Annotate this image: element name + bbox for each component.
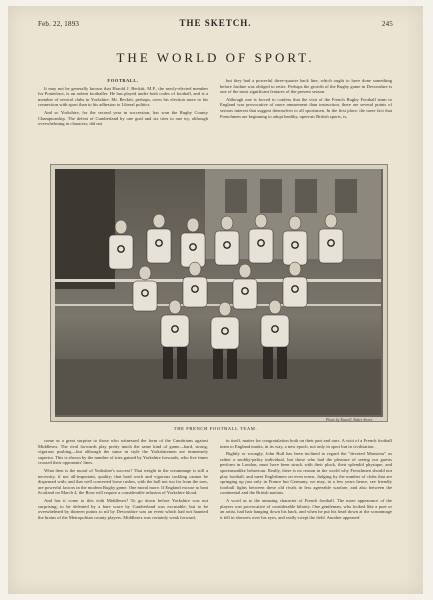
photo-caption: THE FRENCH FOOTBALL TEAM. (173, 426, 258, 431)
issue-date: Feb. 22, 1893 (38, 20, 80, 28)
paragraph: but they had a powerful three-quarter back line, which ought to have done something before Jardine was obliged to retire. Perhaps the growth of the Rugby game in Devonshire is one of the most significant features of the present season. (220, 78, 392, 95)
paragraph: A word as to the amusing character of French football. The more appearance of the players was provocative of considerable hilarity. One gentleman, who looked like a poet or an artist, had hair hanging down his back, and when he put his head down at the scrummage it fell in showers over his eyes, and really swept the field. Another appeared (220, 497, 392, 520)
team-photo-illustration (55, 169, 381, 415)
paragraph: come as a great surprise to those who witnessed the form of the Cumbrians against Middlesex. The rival forwards play pretty much the same kind of game—hard, strong, vigorous pushing—but although the same in style the Yorkshiremen are immensely superior. This is shown by the number of tries gained by Yorkshire forwards, who five times crossed their opponents' lines. (38, 438, 208, 466)
column-bottom-right (220, 438, 392, 588)
column-bottom-left (38, 438, 208, 588)
team-photograph (55, 169, 383, 417)
paragraph: What then is the moral of Yorkshire's success? That weight in the scrummage is still a necessity, if not all-important, quality; that hard work and vigorous tackling cannot be dispensed with; and that well concerted loose rushes, with the ball not too far from the toes, are powerful factors in the modern Rugby game. One moral more. If England excuse to beat Scotland on March 4, the Rose will require a considerable infusion of Yorkshire blood. (38, 467, 208, 496)
subhead-football: FOOTBALL. (107, 78, 139, 83)
running-header (38, 20, 393, 32)
column-top-left (38, 78, 208, 158)
masthead: THE SKETCH. (179, 18, 252, 28)
paragraph: And has it come to this with Middlesex? To go down before Yorkshire was not surprising; to be defeated by a bare score by Cumberland was excusable; but to be overwhelmed by thirteen points to nil by Devonshire was an event which had not haunted the brains of the Metropolitan county players. Middlesex was certainly weak forward, (38, 497, 208, 520)
paragraph: Rightly or wrongly, John Bull has been inclined to regard the "devoted Monsieur" as rather a snobby-paltry individual, but those who had the pleasure of seeing our guests perform in London, must have been struck with their pluck, their splendid physique, and sportsmanlike behaviour. Really, there is no reason in the world why Frenchmen should not play football, and meet Englishmen on even terms. Judging by the number of clubs that are springing up just only in France but Germany, we may, in a few years hence, see friendly football fights between these old rivals in less agreeable warfare, and also between the continental and the British nations. (220, 451, 392, 496)
paragraph: It may not be generally known that Harold J. Beckitt, M.P., the newly-elected member for Pontefract, is an ardent footballer. He has played under both codes of football, and is a member of several clubs in Yorkshire. Mr. Beckitt, perhaps, owes his election more to his connection with sport than to his adhesion to Liberal politics. (38, 85, 208, 108)
photo-credit: Photo by Russell, Baker Street. (325, 418, 373, 422)
column-top-right (220, 78, 392, 158)
section-title: THE WORLD OF SPORT. (116, 50, 315, 65)
magazine-page (8, 6, 423, 594)
team-photo-frame (50, 164, 388, 422)
paragraph: Although one is forced to confess that the visit of the French Rugby Football team to England was provocative of more amusement than instruction, there are several points of serious interest that suggest themselves to all sportsmen. In the first place, the mere fact that Frenchmen are beginning to adopt healthy, open-air British sports, is, (220, 96, 392, 119)
paragraph: in itself, matter for congratulation both on their part and ours. A visit of a French football team to England marks, in its way, a new epoch, not only in sport but in civilisation. (220, 438, 392, 449)
paragraph: And so Yorkshire, for the second year in succession, has won the Rugby County Championship. The defeat of Cumberland by one goal and six tries to one try, although overwhelming in character, did not (38, 109, 208, 127)
page-number: 245 (381, 20, 393, 28)
